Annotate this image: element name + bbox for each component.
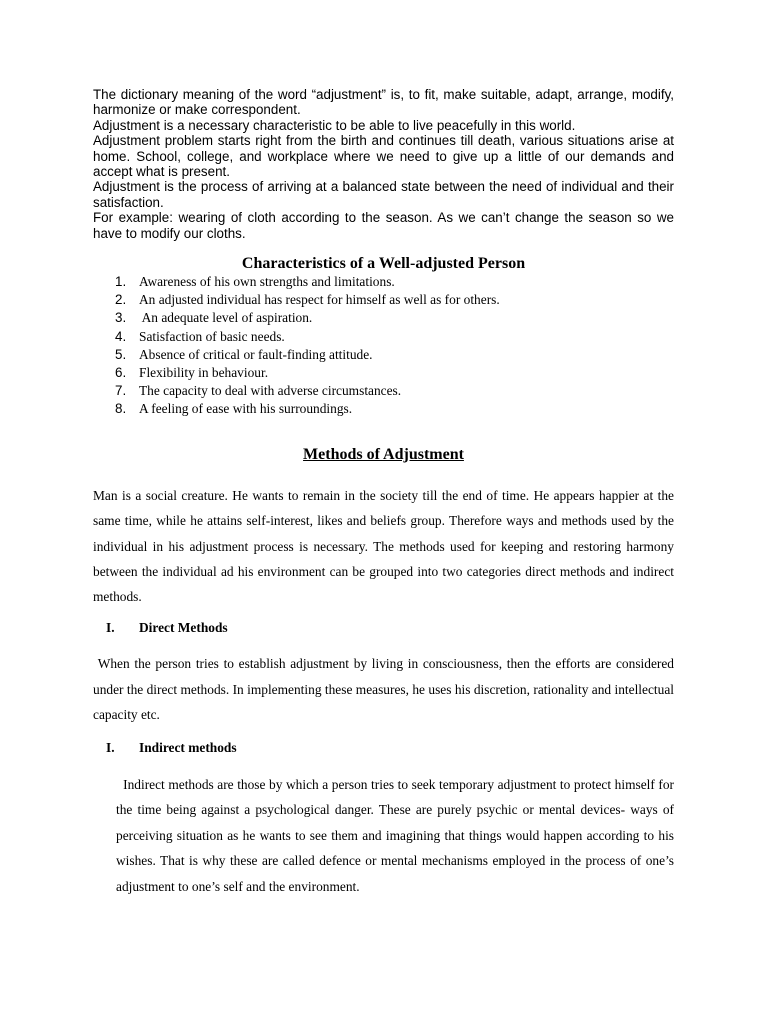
list-item: [93, 382, 674, 400]
intro-paragraph-5: For example: wearing of cloth according to the season. As we can’t change the season so we have to modify our cloths.: [93, 210, 674, 241]
list-item-text: Absence of critical or fault-finding attitude.: [139, 346, 373, 362]
list-item: [93, 346, 674, 364]
intro-paragraph-1: The dictionary meaning of the word “adjustment” is, to fit, make suitable, adapt, arrange, modify, harmonize or make correspondent.: [93, 87, 674, 118]
methods-paragraph: Man is a social creature. He wants to remain in the society till the end of time. He appears happier at the same time, while he attains self-interest, likes and beliefs group. Therefore ways and methods used by the individual in his adjustment process is necessary. The methods used for keeping and restoring harmony between the individual ad his environment can be grouped into two categories direct methods and indirect methods.: [93, 488, 674, 605]
list-item: [93, 273, 674, 291]
list-item-number: 6.: [115, 365, 127, 381]
list-item-number: 7.: [115, 383, 127, 399]
list-item-number: 2.: [115, 292, 127, 308]
list-item-text: A feeling of ease with his surroundings.: [139, 401, 353, 417]
intro-paragraph-2: Adjustment is a necessary characteristic to be able to live peacefully in this world.: [93, 117, 576, 133]
direct-methods-heading: [93, 620, 674, 636]
list-item: [93, 309, 674, 327]
list-item: [93, 328, 674, 346]
list-item-number: 3.: [115, 310, 127, 326]
methods-heading: Methods of Adjustment: [303, 446, 464, 463]
intro-paragraph-3: Adjustment problem starts right from the birth and continues till death, various situations arise at home. School, college, and workplace where we need to give up a little of our demands and accept what is present.: [93, 133, 674, 180]
list-item-text: Satisfaction of basic needs.: [139, 328, 285, 344]
list-item-text: Flexibility in behaviour.: [139, 365, 269, 381]
list-item-number: 4.: [115, 328, 127, 344]
list-item-number: 8.: [115, 401, 127, 417]
intro-section: [93, 87, 674, 241]
list-item-text: An adjusted individual has respect for himself as well as for others.: [139, 292, 500, 308]
characteristics-heading: Characteristics of a Well-adjusted Person: [241, 255, 526, 272]
list-item-number: 5.: [115, 346, 127, 362]
intro-paragraph-4: Adjustment is the process of arriving at a balanced state between the need of individual and their satisfaction.: [93, 179, 674, 210]
list-item-number: 1.: [115, 274, 127, 289]
indirect-methods-numeral: I.: [106, 740, 115, 755]
indirect-methods-heading: [93, 740, 674, 756]
list-item-text: The capacity to deal with adverse circumstances.: [139, 383, 402, 399]
list-item: [93, 291, 674, 309]
indirect-methods-title: Indirect methods: [139, 740, 237, 755]
list-item-text: Awareness of his own strengths and limitations.: [139, 274, 395, 289]
direct-methods-paragraph: When the person tries to establish adjustment by living in consciousness, then the efforts are considered under the direct methods. In implementing these measures, he uses his discretion, rationality and intellectual capacity etc.: [93, 656, 678, 723]
list-item: [93, 400, 674, 418]
indirect-methods-paragraph: Indirect methods are those by which a person tries to seek temporary adjustment to protect himself for the time being against a psychological danger. These are purely psychic or mental devices- ways of perceiving situation as he wants to see them and imagining that things would happen according to his wishes. That is why these are called defence or mental mechanisms employed in the process of one’s adjustment to one’s self and the environment.: [116, 777, 678, 894]
characteristics-list: [93, 273, 674, 419]
list-item: [93, 364, 674, 382]
direct-methods-title: Direct Methods: [139, 620, 228, 635]
list-item-text: An adequate level of aspiration.: [139, 310, 313, 326]
direct-methods-numeral: I.: [106, 620, 115, 635]
